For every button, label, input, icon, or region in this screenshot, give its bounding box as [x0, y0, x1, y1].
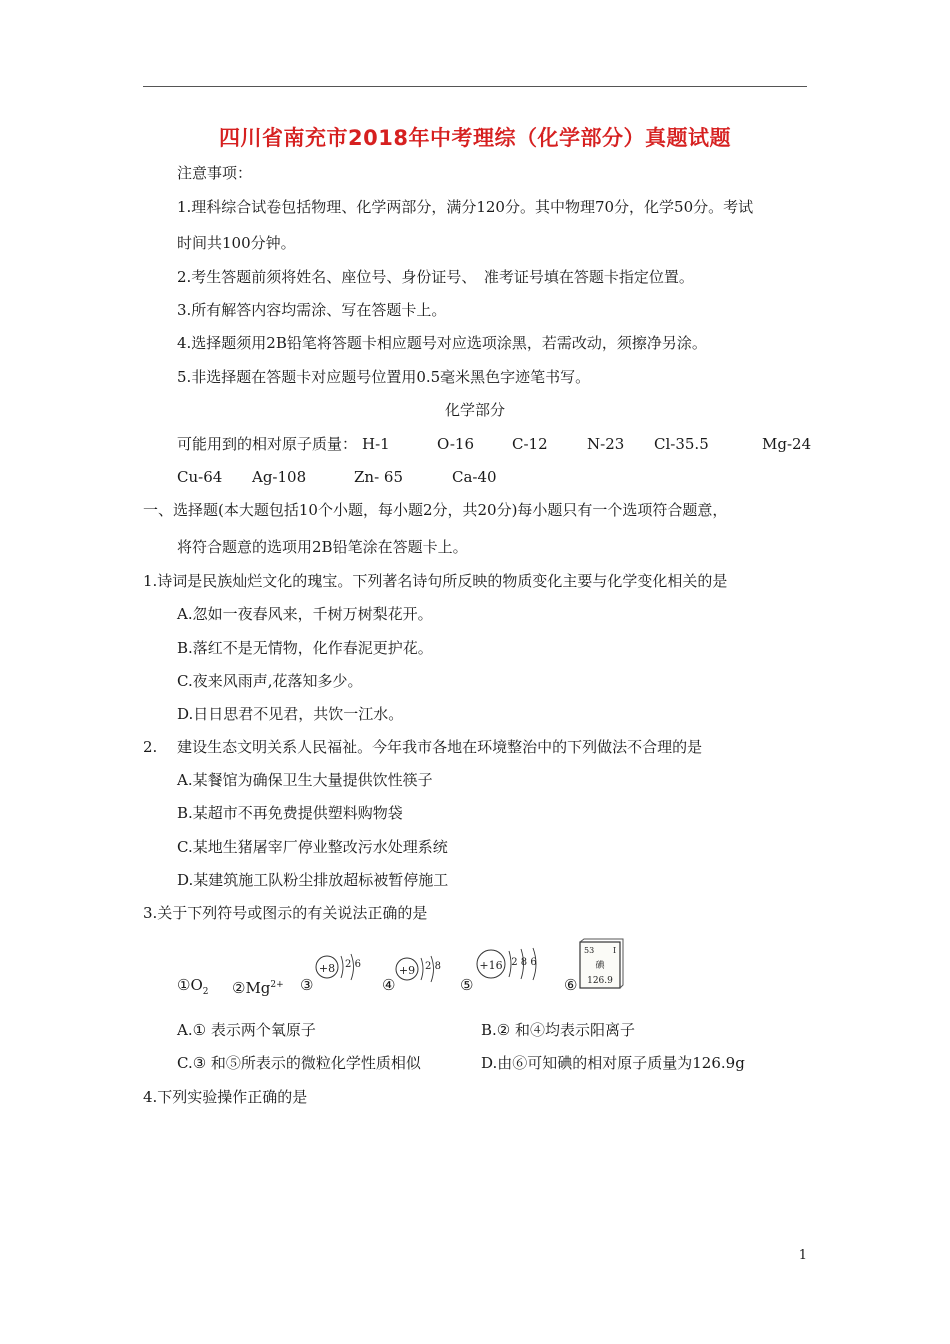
element-mass: N-23: [587, 435, 625, 453]
oxygen-atom-diagram: [314, 950, 366, 986]
iodine-element-card: [578, 938, 624, 992]
atomic-mass: 126.9: [587, 976, 613, 986]
option-b: B.② 和④均表示阳离子: [481, 1021, 636, 1039]
element-mass: Ag-108: [252, 468, 307, 486]
header-rule: [143, 86, 807, 87]
option-a: A.① 表示两个氧原子: [177, 1021, 316, 1039]
section-title: 化学部分: [444, 401, 505, 419]
element-mass: O-16: [437, 435, 475, 453]
electron-shells: 2 8: [425, 961, 441, 972]
notice-item: 3.所有解答内容均需涂、写在答题卡上。: [177, 301, 447, 319]
fluorine-atom-diagram: [394, 952, 446, 988]
element-mass: Cu-64: [177, 468, 223, 486]
notice-item: 1.理科综合试卷包括物理、化学两部分，满分120分。其中物理70分，化学50分。考试: [177, 198, 754, 216]
option-d: D.由⑥可知碘的相对原子质量为126.9g: [481, 1054, 745, 1072]
notice-heading: 注意事项：: [177, 164, 253, 182]
nucleus-charge: +16: [479, 959, 503, 972]
part1-heading-cont: 将符合题意的选项用2B铅笔涂在答题卡上。: [177, 538, 468, 556]
option-a: A.忽如一夜春风来，千树万树梨花开。: [177, 605, 433, 623]
notice-item: 时间共100分钟。: [177, 234, 296, 252]
element-mass: Cl-35.5: [654, 435, 709, 453]
element-name: 碘: [595, 961, 605, 971]
option-c: C.夜来风雨声,花落知多少。: [177, 672, 363, 690]
page-number: 1: [798, 1248, 807, 1263]
electron-shells: 2 6: [345, 959, 361, 970]
symbol-mg-ion: $②Mg^{2+}$: [232, 979, 284, 997]
question-stem: 3.关于下列符号或图示的有关说法正确的是: [143, 904, 428, 922]
option-b: B.落红不是无情物，化作春泥更护花。: [177, 639, 433, 657]
nucleus-charge: +8: [318, 962, 336, 975]
question-stem: 1.诗词是民族灿烂文化的瑰宝。下列著名诗句所反映的物质变化主要与化学变化相关的是: [143, 572, 728, 590]
label-5: ⑤: [460, 976, 474, 994]
option-d: D.某建筑施工队粉尘排放超标被暂停施工: [177, 871, 449, 889]
sulfur-atom-diagram: [474, 944, 546, 984]
label-4: ④: [382, 976, 396, 994]
atomic-number: 53: [584, 946, 595, 955]
element-mass: Zn- 65: [354, 468, 404, 486]
nucleus-charge: +9: [398, 964, 416, 977]
element-symbol: I: [613, 946, 617, 955]
notice-item: 5.非选择题在答题卡对应题号位置用0.5毫米黑色字迹笔书写。: [177, 368, 591, 386]
atomic-mass-label: 可能用到的相对原子质量：: [177, 435, 358, 453]
option-d: D.日日思君不见君，共饮一江水。: [177, 705, 404, 723]
electron-shells: 2 8 6: [511, 957, 537, 968]
element-mass: H-1: [362, 435, 390, 453]
option-c: C.某地生猪屠宰厂停业整改污水处理系统: [177, 838, 448, 856]
element-mass: C-12: [512, 435, 548, 453]
notice-item: 4.选择题须用2B铅笔将答题卡相应题号对应选项涂黑，若需改动，须擦净另涂。: [177, 334, 707, 352]
symbol-o2: $①O_2$: [177, 976, 209, 997]
question-stem: 4.下列实验操作正确的是: [143, 1088, 308, 1106]
option-c: C.③ 和⑤所表示的微粒化学性质相似: [177, 1054, 421, 1072]
notice-item: 2.考生答题前须将姓名、座位号、身份证号、 准考证号填在答题卡指定位置。: [177, 268, 694, 286]
label-6: ⑥: [564, 976, 578, 994]
element-mass: Ca-40: [452, 468, 497, 486]
option-b: B.某超市不再免费提供塑料购物袋: [177, 804, 403, 822]
option-a: A.某餐馆为确保卫生大量提供饮性筷子: [177, 771, 433, 789]
question-stem: 2. 建设生态文明关系人民福祉。今年我市各地在环境整治中的下列做法不合理的是: [143, 738, 703, 756]
label-3: ③: [300, 976, 314, 994]
part1-heading: 一、选择题(本大题包括10个小题，每小题2分，共20分)每小题只有一个选项符合题意，: [143, 501, 728, 519]
element-mass: Mg-24: [762, 435, 812, 453]
page-title: 四川省南充市2018年中考理综（化学部分）真题试题: [219, 126, 731, 150]
